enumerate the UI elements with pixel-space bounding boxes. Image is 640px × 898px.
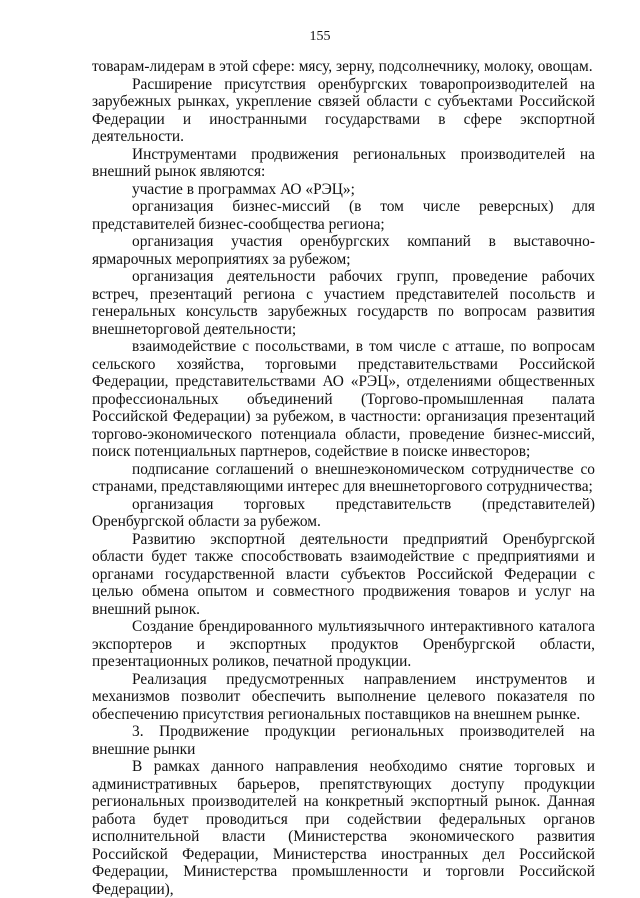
paragraph: 3. Продвижение продукции региональных производителей на внешние рынки	[92, 723, 595, 758]
paragraph: Расширение присутствия оренбургских товаропроизводителей на зарубежных рынках, укрепление связей области с субъектами Российской Федерации и иностранными государствами в сфере экспортной деятельности.	[92, 75, 595, 145]
paragraph: организация деятельности рабочих групп, проведение рабочих встреч, презентаций региона с участием представителей посольств и генеральных консульств зарубежных государств по вопросам развития внешнеторговой деятельности;	[92, 268, 595, 338]
paragraph: организация участия оренбургских компаний в выставочно-ярмарочных мероприятиях за рубежом;	[92, 233, 595, 268]
paragraph: взаимодействие с посольствами, в том числе с атташе, по вопросам сельского хозяйства, торговыми представительствами Российской Федерации, представительствами АО «РЭЦ», отделениями общественных профессиональных объединений (Торгово-промышленная палата Российской Федерации) за рубежом, в частности: организация презентаций торгово-экономического потенциала области, проведение бизнес-миссий, поиск потенциальных партнеров, содействие в поиске инвесторов;	[92, 338, 595, 460]
paragraph: Инструментами продвижения региональных производителей на внешний рынок являются:	[92, 145, 595, 180]
page-number: 155	[309, 29, 331, 44]
paragraph: Создание брендированного мультиязычного интерактивного каталога экспортеров и экспортных продуктов Оренбургской области, презентационных роликов, печатной продукции.	[92, 618, 595, 670]
paragraph: Реализация предусмотренных направлением инструментов и механизмов позволит обеспечить выполнение целевого показателя по обеспечению присутствия региональных поставщиков на внешнем рынке.	[92, 670, 595, 723]
paragraph: организация бизнес-миссий (в том числе реверсных) для представителей бизнес-сообщества региона;	[92, 198, 595, 233]
document-body	[92, 58, 595, 898]
paragraph: В рамках данного направления необходимо снятие торговых и административных барьеров, препятствующих доступу продукции региональных производителей на конкретный экспортный рынок. Данная работа будет проводиться при содействии федеральных органов исполнительной власти (Министерства экономического развития Российской Федерации, Министерства иностранных дел Российской Федерации, Министерства промышленности и торговли Российской Федерации),	[92, 758, 595, 898]
paragraph: подписание соглашений о внешнеэкономическом сотрудничестве со странами, представляющими интерес для внешнеторгового сотрудничества;	[92, 460, 595, 495]
paragraph: товарам-лидерам в этой сфере: мясу, зерну, подсолнечнику, молоку, овощам.	[92, 58, 593, 75]
paragraph: Развитию экспортной деятельности предприятий Оренбургской области будет также способствовать взаимодействие с предприятиями и органами государственной власти субъектов Российской Федерации с целью обмена опытом и совместного продвижения товаров и услуг на внешний рынок.	[92, 530, 595, 618]
paragraph: организация торговых представительств (представителей) Оренбургской области за рубежом.	[92, 495, 595, 530]
paragraph: участие в программах АО «РЭЦ»;	[132, 180, 355, 198]
